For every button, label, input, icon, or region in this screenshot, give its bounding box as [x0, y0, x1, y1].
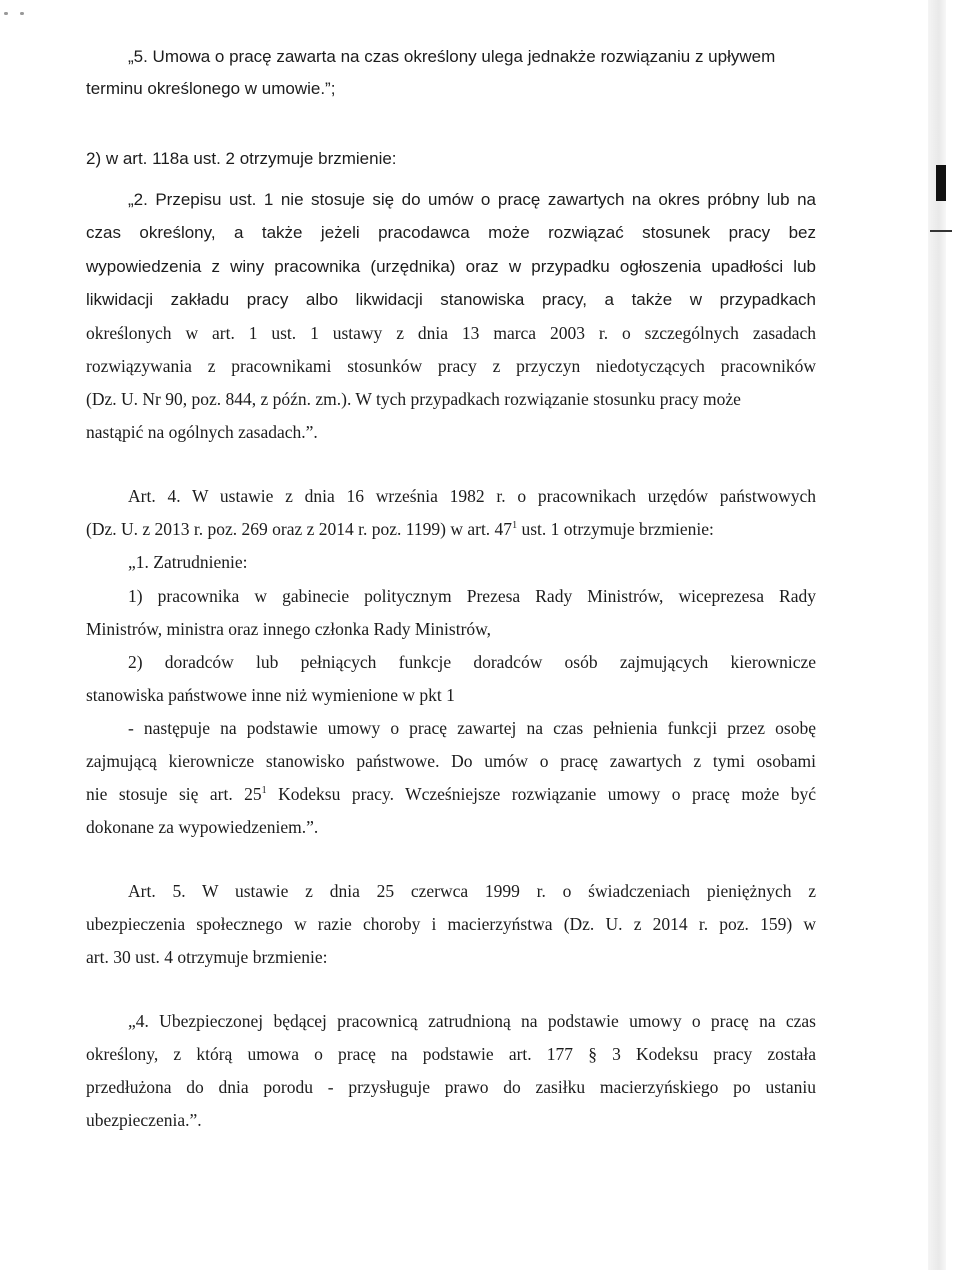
- text-line: przedłużona do dnia porodu - przysługuje prawo do zasiłku macierzyńskiego po ustaniu: [86, 1077, 816, 1097]
- text-segment: ust. 1 otrzymuje brzmienie:: [517, 519, 714, 539]
- scan-mark: [936, 165, 946, 201]
- superscript: 1: [512, 520, 518, 531]
- scan-mark: [930, 230, 952, 232]
- scan-speck: [4, 12, 8, 15]
- text-line: Art. 4. W ustawie z dnia 16 września 1982 r. o pracownikach urzędów państwowych: [128, 486, 816, 506]
- text-line: 2) w art. 118a ust. 2 otrzymuje brzmienie:: [86, 149, 397, 168]
- text-line: ubezpieczenia.”.: [86, 1110, 202, 1130]
- text-line: ubezpieczenia społecznego w razie choroby i macierzyństwa (Dz. U. z 2014 r. poz. 159) w: [86, 914, 816, 934]
- text-line: (Dz. U. Nr 90, poz. 844, z późn. zm.). W tych przypadkach rozwiązanie stosunku pracy może: [86, 389, 741, 409]
- text-line: zajmującą kierownicze stanowisko państwowe. Do umów o pracę zawartych z tymi osobami: [86, 751, 816, 771]
- text-segment: (Dz. U. z 2013 r. poz. 269 oraz z 2014 r. poz. 1199) w art. 47: [86, 519, 513, 539]
- text-line: terminu określonego w umowie.”;: [86, 79, 336, 98]
- text-line: likwidacji zakładu pracy albo likwidacji stanowiska pracy, a także w przypadkach: [86, 290, 816, 309]
- text-line: stanowiska państwowe inne niż wymienione w pkt 1: [86, 685, 455, 705]
- text-line: „5. Umowa o pracę zawarta na czas określony ulega jednakże rozwiązaniu z upływem: [128, 47, 776, 66]
- text-line: nastąpić na ogólnych zasadach.”.: [86, 422, 318, 442]
- text-line: Ministrów, ministra oraz innego członka Rady Ministrów,: [86, 619, 492, 639]
- text-line: „2. Przepisu ust. 1 nie stosuje się do umów o pracę zawartych na okres próbny lub na: [128, 190, 816, 209]
- text-line: określony, z którą umowa o pracę na podstawie art. 177 § 3 Kodeksu pracy została: [86, 1044, 816, 1064]
- text-line: „4. Ubezpieczonej będącej pracownicą zatrudnioną na podstawie umowy o pracę na czas: [128, 1011, 816, 1031]
- text-line: określonych w art. 1 ust. 1 ustawy z dnia 13 marca 2003 r. o szczególnych zasadach: [86, 323, 816, 343]
- text-line: 2) doradców lub pełniących funkcje doradców osób zajmujących kierownicze: [128, 652, 816, 672]
- text-line: - następuje na podstawie umowy o pracę zawartej na czas pełnienia funkcji przez osobę: [128, 718, 816, 738]
- text-line: czas określony, a także jeżeli pracodawca może rozwiązać stosunek pracy bez: [86, 223, 816, 242]
- text-line: art. 30 ust. 4 otrzymuje brzmienie:: [86, 947, 328, 967]
- text-line: Art. 5. W ustawie z dnia 25 czerwca 1999 r. o świadczeniach pieniężnych z: [128, 881, 816, 901]
- scan-speck: [20, 12, 24, 15]
- text-line: [86, 518, 816, 540]
- superscript: 1: [261, 785, 267, 796]
- text-line: rozwiązywania z pracownikami stosunków pracy z przyczyn niedotyczących pracowników: [86, 356, 816, 376]
- text-segment: nie stosuje się art. 25: [86, 784, 262, 804]
- text-line: dokonane za wypowiedzeniem.”.: [86, 817, 319, 837]
- text-line: „1. Zatrudnienie:: [128, 552, 248, 572]
- text-line: wypowiedzenia z winy pracownika (urzędnika) oraz w przypadku ogłoszenia upadłości lub: [86, 257, 816, 276]
- text-line: [86, 783, 816, 805]
- text-segment: Kodeksu pracy. Wcześniejsze rozwiązanie umowy o pracę może być: [266, 784, 816, 804]
- text-line: 1) pracownika w gabinecie politycznym Prezesa Rady Ministrów, wiceprezesa Rady: [128, 586, 816, 606]
